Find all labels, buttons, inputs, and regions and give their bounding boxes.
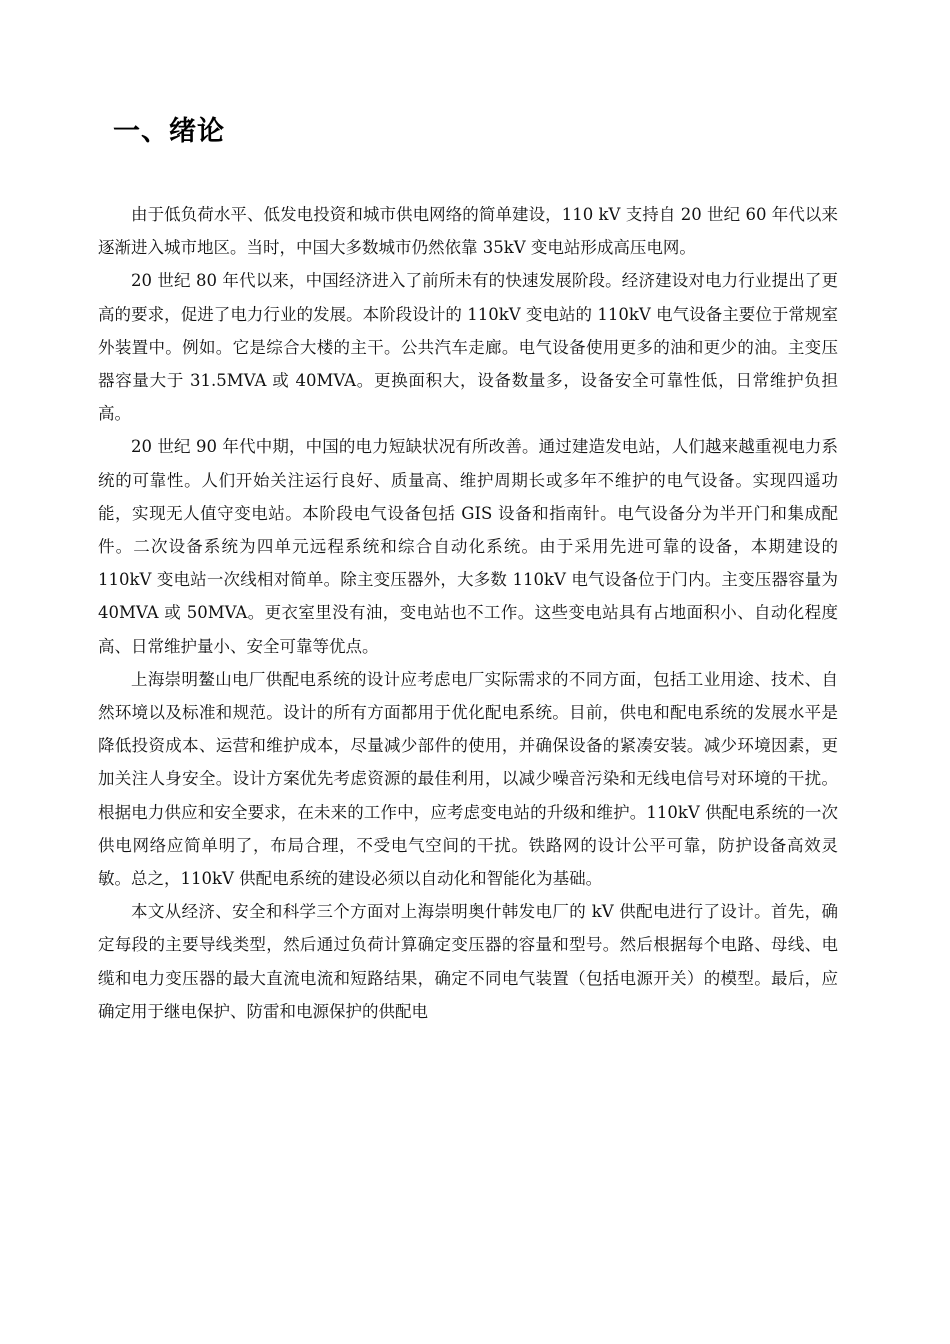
paragraph-5: 本文从经济、安全和科学三个方面对上海崇明奥什韩发电厂的 kV 供配电进行了设计。首先，确定每段的主要导线类型，然后通过负荷计算确定变压器的容量和型号。然后根据每个电路、母线、电缆和电力变压器的最大直流电流和短路结果，确定不同电气装置（包括电源开关）的模型。最后，应确定用于继电保护、防雷和电源保护的供配电 [98, 902, 838, 1021]
paragraph-3: 20 世纪 90 年代中期，中国的电力短缺状况有所改善。通过建造发电站，人们越来越重视电力系统的可靠性。人们开始关注运行良好、质量高、维护周期长或多年不维护的电气设备。实现四遥功能，实现无人值守变电站。本阶段电气设备包括 GIS 设备和指南针。电气设备分为半开门和集成配件。二次设备系统为四单元远程系统和综合自动化系统。由于采用先进可靠的设备，本期建设的 110kV 变电站一次线相对简单。除主变压器外，大多数 110kV 电气设备位于门内。主变压器容量为 40MVA 或 50MVA。更衣室里没有油，变电站也不工作。这些变电站具有占地面积小、自动化程度高、日常维护量小、安全可靠等优点。 [98, 437, 838, 656]
paragraph-2: 20 世纪 80 年代以来，中国经济进入了前所未有的快速发展阶段。经济建设对电力行业提出了更高的要求，促进了电力行业的发展。本阶段设计的 110kV 变电站的 110kV 电气设备主要位于常规室外装置中。例如。它是综合大楼的主干。公共汽车走廊。电气设备使用更多的油和更少的油。主变压器容量大于 31.5MVA 或 40MVA。更换面积大，设备数量多，设备安全可靠性低，日常维护负担高。 [98, 271, 838, 424]
paragraph-4: 上海崇明鳌山电厂供配电系统的设计应考虑电厂实际需求的不同方面，包括工业用途、技术、自然环境以及标准和规范。设计的所有方面都用于优化配电系统。目前，供电和配电系统的发展水平是降低投资成本、运营和维护成本，尽量减少部件的使用，并确保设备的紧凑安装。减少环境因素，更加关注人身安全。设计方案优先考虑资源的最佳利用，以减少噪音污染和无线电信号对环境的干扰。根据电力供应和安全要求，在未来的工作中，应考虑变电站的升级和维护。110kV 供配电系统的一次供电网络应简单明了，布局合理，不受电气空间的干扰。铁路网的设计公平可靠，防护设备高效灵敏。总之，110kV 供配电系统的建设必须以自动化和智能化为基础。 [98, 669, 838, 889]
body-text [98, 198, 838, 1028]
section-heading: 一、绪论 [113, 116, 225, 147]
paragraph-1: 由于低负荷水平、低发电投资和城市供电网络的简单建设，110 kV 支持自 20 世纪 60 年代以来逐渐进入城市地区。当时，中国大多数城市仍然依靠 35kV 变电站形成高压电网。 [98, 205, 838, 258]
